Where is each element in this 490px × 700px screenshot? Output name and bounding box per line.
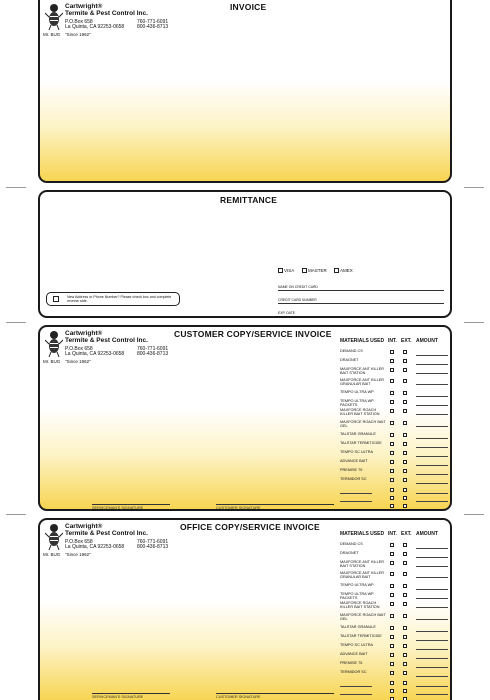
int-checkbox[interactable] — [390, 400, 394, 404]
material-row-blank — [340, 495, 450, 503]
amount-line[interactable] — [416, 384, 448, 385]
material-row — [340, 477, 450, 485]
master-checkbox[interactable] — [302, 268, 307, 273]
material-row — [340, 468, 450, 476]
ext-checkbox[interactable] — [403, 421, 407, 425]
exp-date-line[interactable]: EXP. DATE — [278, 311, 374, 317]
company-logo — [43, 3, 203, 43]
master-option[interactable] — [302, 268, 327, 273]
material-row — [340, 441, 450, 449]
ext-checkbox[interactable] — [403, 379, 407, 383]
material-row-blank — [340, 688, 450, 696]
material-row — [340, 408, 450, 416]
material-label: ADVANCE BAIT — [340, 459, 368, 463]
int-checkbox[interactable] — [390, 469, 394, 473]
material-label: TEMPO SC ULTRA — [340, 450, 374, 454]
int-checkbox[interactable] — [390, 488, 394, 492]
int-checkbox[interactable] — [390, 552, 394, 556]
master-label: MASTER — [308, 268, 327, 273]
material-label: TERMIDOR SC — [340, 477, 367, 481]
po-box: P.O.Box 658 — [65, 19, 93, 25]
city-line: La Quinta, CA 92253-0658 — [65, 544, 125, 550]
customer-signature-line[interactable]: CUSTOMER SIGNATURE — [216, 693, 334, 699]
since-year: "Since 1962" — [65, 359, 91, 364]
amount-line[interactable] — [416, 509, 448, 510]
int-checkbox[interactable] — [390, 421, 394, 425]
material-blank-line[interactable] — [340, 493, 372, 494]
amount-line[interactable] — [416, 405, 448, 406]
ext-checkbox[interactable] — [403, 409, 407, 413]
materials-header: MATERIALS USED — [340, 531, 385, 537]
since-year: "Since 1962" — [65, 552, 91, 557]
material-row — [340, 432, 450, 440]
amount-line[interactable] — [416, 676, 448, 677]
material-row-blank — [340, 487, 450, 495]
int-checkbox[interactable] — [390, 478, 394, 482]
ext-checkbox[interactable] — [403, 653, 407, 657]
material-blank-line[interactable] — [340, 509, 372, 510]
ext-checkbox[interactable] — [403, 433, 407, 437]
ext-checkbox[interactable] — [403, 593, 407, 597]
material-label: TALSTAR TERMITICIDE — [340, 441, 382, 445]
amount-line[interactable] — [416, 493, 448, 494]
material-row — [340, 592, 450, 600]
materials-header: INT. — [388, 531, 397, 537]
customer-copy-section — [38, 325, 452, 511]
material-label: PREMISE 75 — [340, 468, 363, 472]
po-box: P.O.Box 658 — [65, 346, 93, 352]
material-blank-line[interactable] — [340, 686, 372, 687]
amount-line[interactable] — [416, 598, 448, 599]
phone: 760-771-6091 — [137, 19, 169, 25]
office-copy-title: OFFICE COPY/SERVICE INVOICE — [180, 522, 320, 532]
amount-line[interactable] — [416, 667, 448, 668]
amount-line[interactable] — [416, 566, 448, 567]
tollfree-phone: 800-436-8713 — [137, 544, 169, 550]
invoice-title: INVOICE — [230, 2, 267, 12]
amount-line[interactable] — [416, 396, 448, 397]
ext-checkbox[interactable] — [403, 496, 407, 500]
ext-checkbox[interactable] — [403, 626, 407, 630]
material-row — [340, 367, 450, 375]
mascot-name: Mr. BUG — [43, 359, 61, 364]
ext-checkbox[interactable] — [403, 572, 407, 576]
phone: 760-771-6091 — [137, 346, 169, 352]
material-label: TERMIDOR SC — [340, 670, 367, 674]
amount-line[interactable] — [416, 607, 448, 608]
material-label: PREMISE 75 — [340, 661, 363, 665]
int-checkbox[interactable] — [390, 368, 394, 372]
int-checkbox[interactable] — [390, 626, 394, 630]
serviceman-signature-line[interactable]: SERVICEMAN'S SIGNATURE — [92, 504, 170, 510]
int-checkbox[interactable] — [390, 681, 394, 685]
amount-line[interactable] — [416, 619, 448, 620]
materials-header: EXT. — [401, 531, 412, 537]
cut-mark — [464, 187, 484, 188]
remittance-section — [38, 190, 452, 318]
material-row — [340, 378, 450, 386]
material-blank-line[interactable] — [340, 694, 372, 695]
ext-checkbox[interactable] — [403, 552, 407, 556]
int-checkbox[interactable] — [390, 644, 394, 648]
ext-checkbox[interactable] — [403, 469, 407, 473]
int-checkbox[interactable] — [390, 379, 394, 383]
amount-line[interactable] — [416, 694, 448, 695]
int-checkbox[interactable] — [390, 433, 394, 437]
material-label: TEMPO SC ULTRA — [340, 643, 374, 647]
amount-line[interactable] — [416, 414, 448, 415]
ext-checkbox[interactable] — [403, 391, 407, 395]
material-row — [340, 358, 450, 366]
cut-mark — [464, 322, 484, 323]
material-row — [340, 399, 450, 407]
material-row — [340, 450, 450, 458]
cut-mark — [6, 514, 26, 515]
ext-checkbox[interactable] — [403, 451, 407, 455]
material-row-blank — [340, 680, 450, 688]
int-checkbox[interactable] — [390, 662, 394, 666]
material-label: MAXFORCE ANT KILLER GRANULAR BAIT — [340, 378, 385, 386]
material-row — [340, 390, 450, 398]
int-checkbox[interactable] — [390, 350, 394, 354]
material-row — [340, 583, 450, 591]
bug-mascot-icon — [45, 523, 63, 551]
material-row — [340, 625, 450, 633]
ext-checkbox[interactable] — [403, 359, 407, 363]
int-checkbox[interactable] — [390, 451, 394, 455]
company-name-line2: Termite & Pest Control Inc. — [65, 530, 148, 537]
bug-mascot-icon — [45, 330, 63, 358]
ext-checkbox[interactable] — [403, 614, 407, 618]
material-label: TALSTAR GRANULE — [340, 432, 376, 436]
int-checkbox[interactable] — [390, 671, 394, 675]
ext-checkbox[interactable] — [403, 442, 407, 446]
ext-checkbox[interactable] — [403, 350, 407, 354]
material-label: TEMPO ULTRA WP PACKETS — [340, 592, 374, 600]
material-row — [340, 542, 450, 550]
ext-checkbox[interactable] — [403, 689, 407, 693]
ext-checkbox[interactable] — [403, 478, 407, 482]
ext-checkbox[interactable] — [403, 488, 407, 492]
material-row — [340, 420, 450, 428]
city-line: La Quinta, CA 92253-0658 — [65, 351, 125, 357]
ext-checkbox[interactable] — [403, 543, 407, 547]
ext-checkbox[interactable] — [403, 561, 407, 565]
amount-line[interactable] — [416, 501, 448, 502]
po-box: P.O.Box 658 — [65, 539, 93, 545]
int-checkbox[interactable] — [390, 653, 394, 657]
ext-checkbox[interactable] — [403, 368, 407, 372]
company-name-line1: Cartwright® — [65, 523, 103, 530]
material-row — [340, 551, 450, 559]
ext-checkbox[interactable] — [403, 602, 407, 606]
material-label: MAXFORCE ANT KILLER BAIT STATION — [340, 560, 385, 568]
material-label: TEMPO ULTRA WP — [340, 390, 374, 394]
address-change-box — [46, 292, 180, 306]
material-row — [340, 571, 450, 579]
ext-checkbox[interactable] — [403, 644, 407, 648]
int-checkbox[interactable] — [390, 504, 394, 508]
company-name-line1: Cartwright® — [65, 3, 103, 10]
materials-header: AMOUNT — [416, 338, 438, 344]
amount-line[interactable] — [416, 631, 448, 632]
int-checkbox[interactable] — [390, 614, 394, 618]
amount-line[interactable] — [416, 456, 448, 457]
company-name — [65, 3, 148, 17]
material-label: TALSTAR TERMITICIDE — [340, 634, 382, 638]
material-label: TALSTAR GRANULE — [340, 625, 376, 629]
amount-line[interactable] — [416, 447, 448, 448]
material-row — [340, 652, 450, 660]
since-year: "Since 1962" — [65, 32, 91, 37]
office-copy-section — [38, 518, 452, 700]
material-label: DEMAND CS — [340, 349, 363, 353]
ext-checkbox[interactable] — [403, 681, 407, 685]
material-row — [340, 349, 450, 357]
company-name-line2: Termite & Pest Control Inc. — [65, 337, 148, 344]
amount-line[interactable] — [416, 589, 448, 590]
ext-checkbox[interactable] — [403, 504, 407, 508]
material-label: TEMPO ULTRA WP — [340, 583, 374, 587]
amount-line[interactable] — [416, 557, 448, 558]
company-name-line2: Termite & Pest Control Inc. — [65, 10, 148, 17]
material-label: MAXFORCE ROACH BAIT GEL — [340, 420, 386, 428]
company-logo — [43, 523, 203, 563]
visa-label: VISA — [284, 268, 295, 273]
material-label: TEMPO ULTRA WP PACKETS — [340, 399, 374, 407]
amex-option[interactable] — [334, 268, 353, 273]
mascot-name: Mr. BUG — [43, 32, 61, 37]
address-change-text: New Address or Phone Number? Please check box and complete reverse side. — [67, 295, 172, 303]
material-row-blank — [340, 503, 450, 511]
material-row — [340, 670, 450, 678]
material-row — [340, 601, 450, 609]
card-name-line[interactable]: NAME ON CREDIT CARD — [278, 285, 444, 291]
int-checkbox[interactable] — [390, 593, 394, 597]
remittance-title: REMITTANCE — [220, 195, 278, 205]
amex-label: AMEX — [340, 268, 353, 273]
int-checkbox[interactable] — [390, 635, 394, 639]
amount-line[interactable] — [416, 649, 448, 650]
int-checkbox[interactable] — [390, 359, 394, 363]
int-checkbox[interactable] — [390, 561, 394, 565]
int-checkbox[interactable] — [390, 543, 394, 547]
amount-line[interactable] — [416, 483, 448, 484]
card-number-line[interactable]: CREDIT CARD NUMBER — [278, 298, 444, 304]
customer-signature-line[interactable]: CUSTOMER SIGNATURE — [216, 504, 334, 510]
invoice-section — [38, 0, 452, 183]
cut-mark — [6, 322, 26, 323]
int-checkbox[interactable] — [390, 391, 394, 395]
amount-line[interactable] — [416, 474, 448, 475]
material-row — [340, 643, 450, 651]
material-label: MAXFORCE ROACH KILLER BAIT STATION — [340, 601, 380, 609]
visa-checkbox[interactable] — [278, 268, 283, 273]
amount-line[interactable] — [416, 438, 448, 439]
material-row — [340, 634, 450, 642]
cut-mark — [6, 187, 26, 188]
materials-header: EXT. — [401, 338, 412, 344]
tollfree-phone: 800-436-8713 — [137, 351, 169, 357]
customer-copy-title: CUSTOMER COPY/SERVICE INVOICE — [174, 329, 332, 339]
amount-line[interactable] — [416, 373, 448, 374]
material-label: ADVANCE BAIT — [340, 652, 368, 656]
material-label: DEMAND CS — [340, 542, 363, 546]
material-label: DRAGNET — [340, 358, 359, 362]
amount-line[interactable] — [416, 640, 448, 641]
int-checkbox[interactable] — [390, 689, 394, 693]
amount-line[interactable] — [416, 355, 448, 356]
material-row — [340, 560, 450, 568]
material-label: MAXFORCE ROACH BAIT GEL — [340, 613, 386, 621]
int-checkbox[interactable] — [390, 496, 394, 500]
material-blank-line[interactable] — [340, 501, 372, 502]
amount-line[interactable] — [416, 686, 448, 687]
amount-line[interactable] — [416, 364, 448, 365]
material-label: MAXFORCE ROACH KILLER BAIT STATION — [340, 408, 380, 416]
material-label: MAXFORCE ANT KILLER BAIT STATION — [340, 367, 385, 375]
material-row — [340, 459, 450, 467]
ext-checkbox[interactable] — [403, 400, 407, 404]
ext-checkbox[interactable] — [403, 584, 407, 588]
mascot-name: Mr. BUG — [43, 552, 61, 557]
material-label: DRAGNET — [340, 551, 359, 555]
int-checkbox[interactable] — [390, 584, 394, 588]
materials-header: INT. — [388, 338, 397, 344]
int-checkbox[interactable] — [390, 572, 394, 576]
tollfree-phone: 800-436-8713 — [137, 24, 169, 30]
phone: 760-771-6091 — [137, 539, 169, 545]
int-checkbox[interactable] — [390, 442, 394, 446]
material-row — [340, 613, 450, 621]
bug-mascot-icon — [45, 3, 63, 31]
amex-checkbox[interactable] — [334, 268, 339, 273]
material-row-blank — [340, 696, 450, 700]
materials-header: MATERIALS USED — [340, 338, 385, 344]
amount-line[interactable] — [416, 658, 448, 659]
company-name — [65, 523, 148, 537]
material-label: MAXFORCE ANT KILLER GRANULAR BAIT — [340, 571, 385, 579]
cut-mark — [464, 514, 484, 515]
ext-checkbox[interactable] — [403, 671, 407, 675]
int-checkbox[interactable] — [390, 460, 394, 464]
amount-line[interactable] — [416, 548, 448, 549]
int-checkbox[interactable] — [390, 602, 394, 606]
ext-checkbox[interactable] — [403, 635, 407, 639]
company-name — [65, 330, 148, 344]
material-row — [340, 661, 450, 669]
materials-header: AMOUNT — [416, 531, 438, 537]
visa-option[interactable] — [278, 268, 294, 273]
ext-checkbox[interactable] — [403, 460, 407, 464]
company-name-line1: Cartwright® — [65, 330, 103, 337]
ext-checkbox[interactable] — [403, 662, 407, 666]
amount-line[interactable] — [416, 577, 448, 578]
int-checkbox[interactable] — [390, 409, 394, 413]
amount-line[interactable] — [416, 465, 448, 466]
amount-line[interactable] — [416, 426, 448, 427]
city-line: La Quinta, CA 92253-0658 — [65, 24, 125, 30]
address-change-checkbox[interactable] — [53, 296, 59, 302]
serviceman-signature-line[interactable]: SERVICEMAN'S SIGNATURE — [92, 693, 170, 699]
